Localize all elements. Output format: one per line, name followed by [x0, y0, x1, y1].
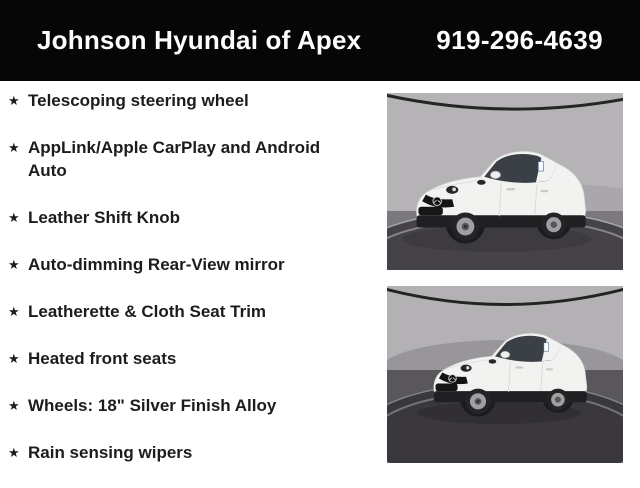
vehicle-photo-top-svg	[387, 93, 623, 270]
dealership-name: Johnson Hyundai of Apex	[37, 25, 362, 55]
feature-text: Leatherette & Cloth Seat Trim	[28, 302, 267, 321]
star-bullet-icon: ★	[8, 351, 20, 366]
feature-item	[8, 300, 387, 323]
vehicle-photo-bottom	[387, 286, 623, 463]
vehicle-photo-bottom-svg	[387, 286, 623, 463]
star-bullet-icon: ★	[8, 304, 20, 319]
star-bullet-icon: ★	[8, 445, 20, 460]
feature-item	[8, 394, 387, 417]
feature-item	[8, 253, 387, 276]
feature-text: Rain sensing wipers	[28, 443, 193, 462]
star-bullet-icon: ★	[8, 257, 20, 272]
feature-item	[8, 206, 387, 229]
feature-text: Telescoping steering wheel	[28, 91, 249, 110]
features-list	[0, 81, 387, 488]
feature-text: Wheels: 18" Silver Finish Alloy	[28, 396, 277, 415]
star-bullet-icon: ★	[8, 210, 20, 225]
star-bullet-icon: ★	[8, 398, 20, 413]
star-bullet-icon: ★	[8, 93, 20, 108]
feature-item	[8, 136, 387, 182]
feature-text: Heated front seats	[28, 349, 177, 368]
feature-text: Auto-dimming Rear-View mirror	[28, 255, 285, 274]
dealership-header	[0, 0, 640, 81]
vehicle-photo-top	[387, 93, 623, 270]
phone-number: 919-296-4639	[436, 25, 603, 55]
feature-item	[8, 441, 387, 464]
feature-text: Leather Shift Knob	[28, 208, 181, 227]
feature-text: AppLink/Apple CarPlay and Android Auto	[28, 138, 321, 180]
feature-item	[8, 347, 387, 370]
star-bullet-icon: ★	[8, 140, 20, 155]
feature-item	[8, 89, 387, 112]
